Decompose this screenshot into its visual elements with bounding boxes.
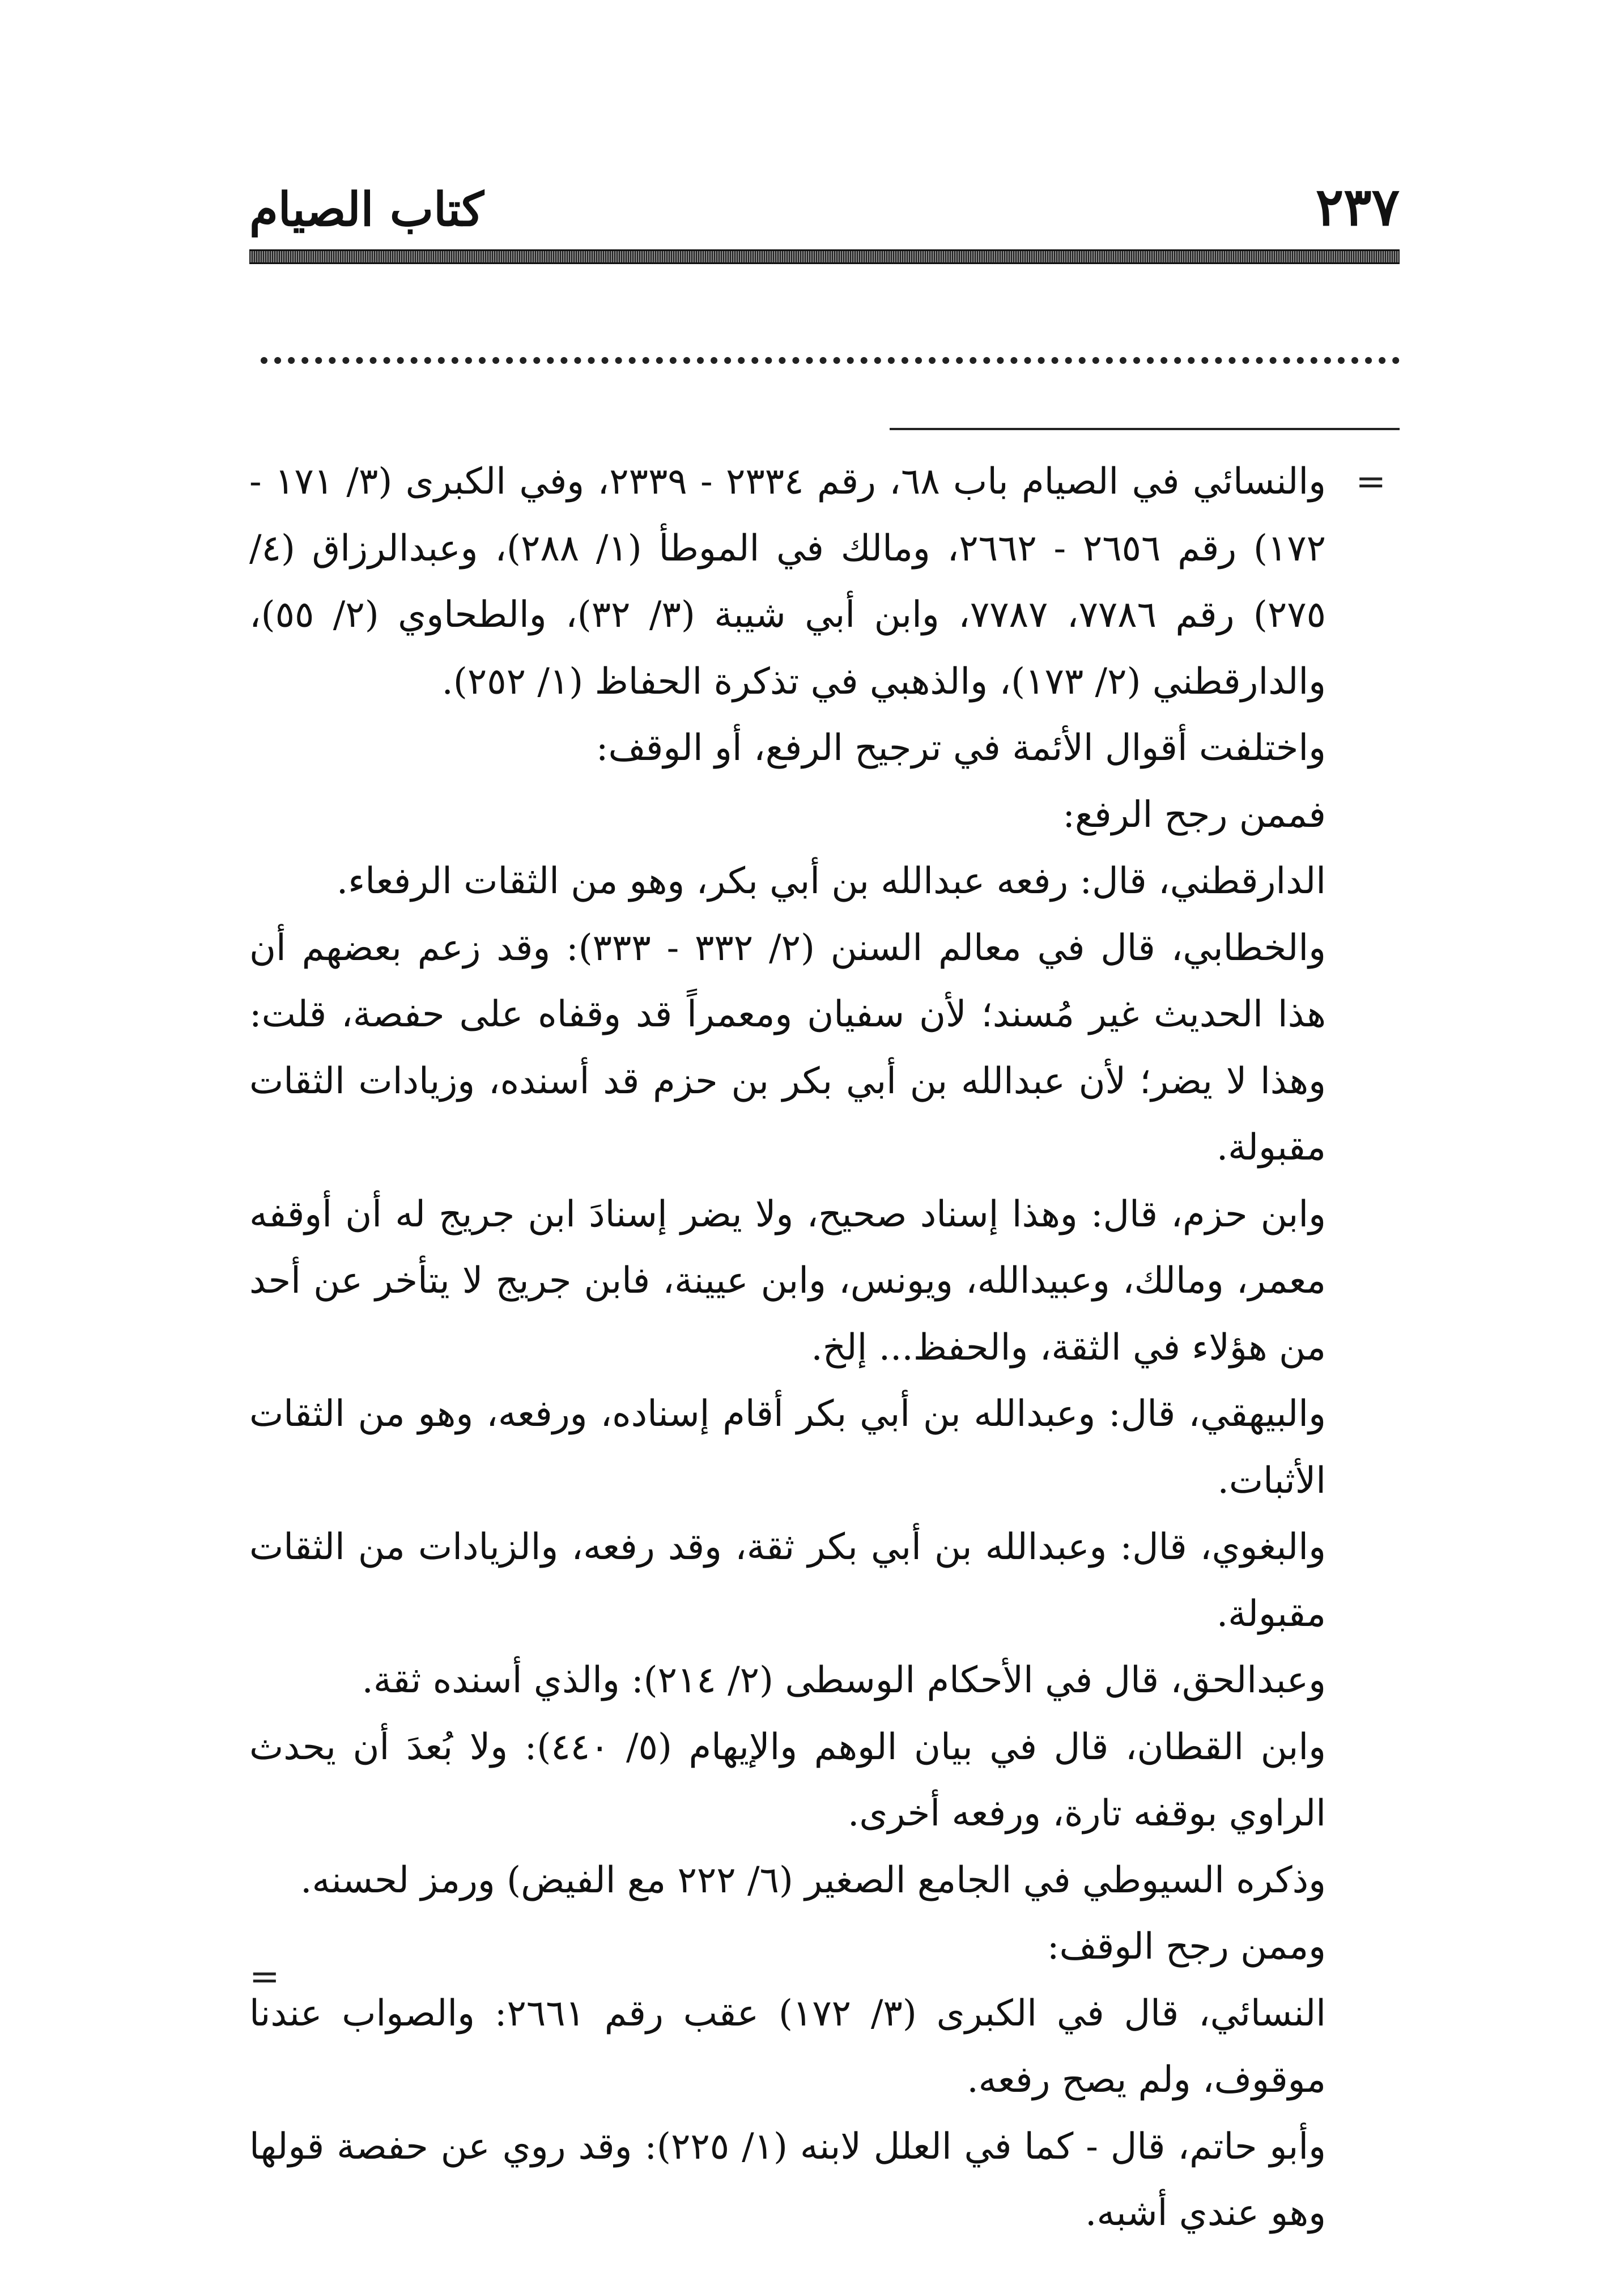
footnote-paragraph: وعبدالحق، قال في الأحكام الوسطى (٢/ ٢١٤): والذي أسنده ثقة. [362, 1659, 1326, 1701]
page-number: ٢٣٧ [1315, 176, 1400, 237]
elided-text-dotted-line [261, 357, 1400, 364]
header-rule [249, 249, 1400, 264]
footnote-paragraph: والخطابي، قال في معالم السنن (٢/ ٣٣٢ - ٣٣٣): وقد زعم بعضهم أن هذا الحديث غير مُسند؛ لأن سفيان ومعمراً قد وقفاه على حفصة، قلت: وهذا لا يضر؛ لأن عبدالله بن أبي بكر بن حزم قد أسنده، وزيادات الثقات مقبولة. [249, 927, 1327, 1169]
footnote-paragraph: فممن رجح الرفع: [1062, 793, 1326, 836]
footnote-paragraph: واختلفت أقوال الأئمة في ترجيح الرفع، أو الوقف: [596, 727, 1326, 769]
footnote-separator-rule [890, 428, 1400, 430]
footnote-paragraph: والبغوي، قال: وعبدالله بن أبي بكر ثقة، وقد رفعه، والزيادات من الثقات مقبولة. [249, 1526, 1326, 1635]
running-header [249, 170, 1400, 244]
footnote-continuation-start-mark: = [1355, 461, 1386, 503]
footnote-paragraph: وابن حزم، قال: وهذا إسناد صحيح، ولا يضر إسنادَ ابن جريج له أن أوقفه معمر، ومالك، وعبيدالله، ويونس، وابن عيينة، فابن جريج لا يتأخر عن أحد من هؤلاء في الثقة، والحفظ... إلخ. [249, 1193, 1327, 1369]
footnote-continuation-end-mark: = [249, 1956, 280, 1998]
footnote-paragraph: والبيهقي، قال: وعبدالله بن أبي بكر أقام إسناده، ورفعه، وهو من الثقات الأثبات. [249, 1393, 1326, 1502]
footnote-paragraph: والنسائي في الصيام باب ٦٨، رقم ٢٣٣٤ - ٢٣٣٩، وفي الكبرى (٣/ ١٧١ - ١٧٢) رقم ٢٦٥٦ - ٢٦٦٢، ومالك في الموطأ (١/ ٢٨٨)، وعبدالرزاق (٤/ ٢٧٥) رقم ٧٧٨٦، ٧٧٨٧، وابن أبي شيبة (٣/ ٣٢)، والطحاوي (٢/ ٥٥)، والدارقطني (٢/ ١٧٣)، والذهبي في تذكرة الحفاظ (١/ ٢٥٢). [249, 461, 1327, 703]
footnote-paragraph: النسائي، قال في الكبرى (٣/ ١٧٢) عقب رقم ٢٦٦١: والصواب عندنا موقوف، ولم يصح رفعه. [249, 1992, 1327, 2101]
footnote-paragraph: وابن القطان، قال في بيان الوهم والإيهام (٥/ ٤٤٠): ولا بُعدَ أن يحدث الراوي بوقفه تارة، ورفعه أخرى. [249, 1726, 1327, 1835]
book-title: كتاب الصيام [249, 182, 484, 237]
footnote-paragraph: وذكره السيوطي في الجامع الصغير (٦/ ٢٢٢ مع الفيض) ورمز لحسنه. [300, 1859, 1326, 1901]
footnote-text [249, 449, 1326, 2247]
footnote-paragraph: وأبو حاتم، قال - كما في العلل لابنه (١/ ٢٢٥): وقد روي عن حفصة قولها وهو عندي أشبه. [249, 2125, 1327, 2234]
footnote-paragraph: الدارقطني، قال: رفعه عبدالله بن أبي بكر، وهو من الثقات الرفعاء. [336, 860, 1326, 902]
footnote-paragraph: وممن رجح الوقف: [1047, 1926, 1326, 1968]
